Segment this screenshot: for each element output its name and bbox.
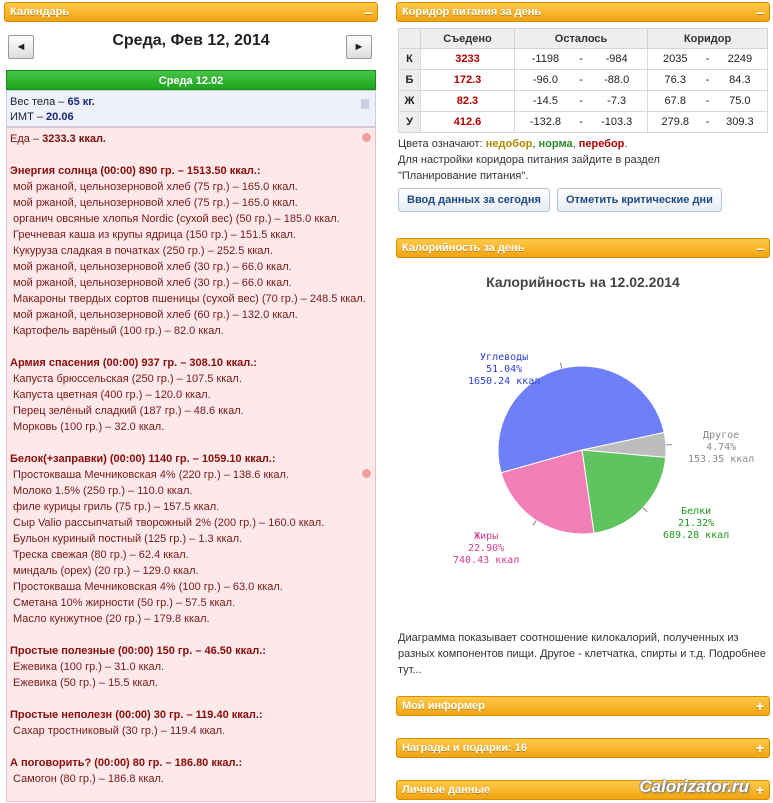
calendar-panel — [4, 2, 378, 785]
calendar-panel-header[interactable] — [4, 2, 378, 22]
pie-label-kcal: 689.28 ккал — [663, 530, 730, 541]
corridor-cell: Б — [399, 70, 421, 91]
calendar-panel-title: Календарь — [10, 6, 70, 18]
meal-item: Молоко 1.5% (250 гр.) – 110.0 ккал. — [13, 485, 193, 497]
calories-chart — [398, 266, 768, 626]
settings-note: Для настройки коридора питания зайдите в раздел "Планирование питания". — [398, 154, 660, 182]
apple-icon[interactable] — [362, 469, 371, 478]
corridor-cell: 67.8 — [648, 91, 703, 112]
weight-box — [6, 90, 376, 127]
pie-connector — [560, 363, 561, 369]
apple-icon[interactable] — [362, 133, 371, 142]
food-box — [6, 127, 376, 802]
pie-label — [453, 531, 519, 567]
expand-icon[interactable]: + — [755, 782, 764, 798]
meal-item: мой ржаной, цельнозерновой хлеб (30 гр.) – 66.0 ккал. — [13, 261, 292, 273]
weight-label: Вес тела – — [10, 96, 65, 108]
meal-item: Сметана 10% жирности (50 гр.) – 57.5 ккал. — [13, 597, 236, 609]
corridor-cell: -88.0 — [586, 70, 647, 91]
meal-title[interactable]: Энергия солнца (00:00) 890 гр. – 1513.50 ккал.: — [10, 165, 261, 177]
bmi-label: ИМТ – — [10, 111, 43, 123]
corridor-cell: -96.0 — [514, 70, 575, 91]
pie-label-percent: 21.32% — [678, 518, 715, 529]
legend-under: недобор — [485, 138, 533, 150]
corridor-cell: 412.6 — [421, 112, 515, 133]
meal-item: миндаль (орех) (20 гр.) – 129.0 ккал. — [13, 565, 199, 577]
pie-label-percent: 22.90% — [468, 543, 505, 554]
food-total: 3233.3 ккал. — [42, 133, 106, 145]
meal-item: Ежевика (50 гр.) – 15.5 ккал. — [13, 677, 158, 689]
meal-item: Перец зелёный сладкий (187 гр.) – 48.6 ккал. — [13, 405, 244, 417]
pie-label-name: Углеводы — [480, 352, 529, 363]
corridor-cell: 84.3 — [713, 70, 768, 91]
watermark: Calorizator.ru — [639, 777, 749, 796]
corridor-cell: - — [702, 112, 712, 133]
meal-item: Бульон куриный постный (125 гр.) – 1.3 ккал. — [13, 533, 243, 545]
corridor-cell: 3233 — [421, 49, 515, 70]
bmi-value: 20.06 — [46, 111, 74, 123]
meal-item: Масло кунжутное (20 гр.) – 179.8 ккал. — [13, 613, 210, 625]
corridor-cell: К — [399, 49, 421, 70]
meal-item: Треска свежая (80 гр.) – 62.4 ккал. — [13, 549, 189, 561]
legend-comma: , — [532, 138, 536, 150]
corridor-cell: - — [702, 91, 712, 112]
corridor-cell: - — [702, 49, 712, 70]
pie-label — [468, 352, 540, 388]
meal-item: Сахар тростниковый (30 гр.) – 119.4 ккал. — [13, 725, 226, 737]
pie-label — [663, 506, 729, 542]
corridor-cell: 309.3 — [713, 112, 768, 133]
corridor-cell: 172.3 — [421, 70, 515, 91]
legend-period: . — [624, 138, 628, 150]
pie-slice[interactable] — [582, 450, 666, 533]
corridor-cell: -1198 — [514, 49, 575, 70]
edit-icon[interactable] — [361, 99, 369, 109]
corridor-cell: 279.8 — [648, 112, 703, 133]
corridor-header — [399, 29, 421, 49]
collapsed-panel-title: Награды и подарки: 16 — [402, 742, 527, 754]
expand-icon[interactable]: + — [755, 740, 764, 756]
collapse-icon[interactable]: – — [756, 4, 764, 20]
corridor-panel-header[interactable] — [396, 2, 770, 22]
meal-item: мой ржаной, цельнозерновой хлеб (60 гр.) – 132.0 ккал. — [13, 309, 298, 321]
corridor-cell: -14.5 — [514, 91, 575, 112]
meal-item: мой ржаной, цельнозерновой хлеб (30 гр.) – 66.0 ккал. — [13, 277, 292, 289]
meal-item: органич овсяные хлопья Nordic (сухой вес) (50 гр.) – 185.0 ккал. — [13, 213, 340, 225]
corridor-table — [398, 28, 768, 133]
pie-label-name: Жиры — [474, 531, 499, 542]
meal-item: Капуста цветная (400 гр.) – 120.0 ккал. — [13, 389, 211, 401]
corridor-row — [399, 112, 768, 133]
pie-label-kcal: 1650.24 ккал — [468, 376, 541, 387]
collapsed-panel-header[interactable] — [396, 738, 770, 758]
corridor-header: Съедено — [421, 29, 515, 49]
meals-list — [10, 163, 372, 787]
expand-icon[interactable]: + — [755, 698, 764, 714]
meal-item: Ежевика (100 гр.) – 31.0 ккал. — [13, 661, 165, 673]
meal-item: мой ржаной, цельнозерновой хлеб (75 гр.) – 165.0 ккал. — [13, 181, 298, 193]
pie-label-kcal: 740.43 ккал — [453, 555, 520, 566]
meal-item: Сыр Valio рассыпчатый творожный 2% (200 гр.) – 160.0 ккал. — [13, 517, 325, 529]
legend-norm: норма — [538, 138, 573, 150]
chart-title: Калорийность на 12.02.2014 — [486, 274, 680, 290]
pie-label-percent: 4.74% — [706, 442, 737, 453]
corridor-cell: - — [576, 70, 586, 91]
corridor-cell: 2249 — [713, 49, 768, 70]
corridor-panel-title: Коридор питания за день — [402, 6, 542, 18]
meal-item: Картофель варёный (100 гр.) – 82.0 ккал. — [13, 325, 224, 337]
collapsed-panel-title: Личные данные — [402, 784, 490, 796]
meal-title[interactable]: Простые полезные (00:00) 150 гр. – 46.50 ккал.: — [10, 645, 266, 657]
date-title: Среда, Фев 12, 2014 — [112, 32, 270, 49]
pie-connector — [533, 520, 536, 525]
prev-day-button[interactable]: ◄ — [8, 35, 34, 59]
corridor-cell: -7.3 — [586, 91, 647, 112]
day-bar[interactable]: Среда 12.02 — [6, 70, 376, 90]
weight-value: 65 кг. — [67, 96, 95, 108]
meal-title[interactable]: А поговорить? (00:00) 80 гр. – 186.80 ккал.: — [10, 757, 243, 769]
corridor-cell: 2035 — [648, 49, 703, 70]
calories-panel-title: Калорийность за день — [402, 242, 525, 254]
meal-item: Капуста брюссельская (250 гр.) – 107.5 ккал. — [13, 373, 242, 385]
pie-label-percent: 51.04% — [486, 364, 523, 375]
pie-label-kcal: 153.35 ккал — [688, 454, 755, 465]
collapse-icon[interactable]: – — [756, 240, 764, 256]
corridor-cell: У — [399, 112, 421, 133]
meal-title[interactable]: Простые неполезн (00:00) 30 гр. – 119.40 ккал.: — [10, 709, 263, 721]
meal-title[interactable]: Белок(+заправки) (00:00) 1140 гр. – 1059.10 ккал.: — [10, 453, 276, 465]
meal-item: Простокваша Мечниковская 4% (220 гр.) – 138.6 ккал. — [13, 469, 289, 481]
meal-item: Простокваша Мечниковская 4% (100 гр.) – 63.0 ккал. — [13, 581, 283, 593]
meal-item: мой ржаной, цельнозерновой хлеб (75 гр.) – 165.0 ккал. — [13, 197, 298, 209]
corridor-cell: 82.3 — [421, 91, 515, 112]
pie-label-name: Другое — [703, 430, 740, 441]
corridor-cell: -103.3 — [586, 112, 647, 133]
corridor-row — [399, 91, 768, 112]
meal-item: филе курицы гриль (75 гр.) – 157.5 ккал. — [13, 501, 220, 513]
corridor-cell: - — [576, 91, 586, 112]
collapsed-panel-title: Мой информер — [402, 700, 485, 712]
chart-description: Диаграмма показывает соотношение килокалорий, полученных из разных компонентов пищи. Другое - клетчатка, спирты и т.д. Подробнее тут... — [398, 632, 766, 676]
corridor-cell: Ж — [399, 91, 421, 112]
meal-item: Кукуруза сладкая в початках (250 гр.) – 252.5 ккал. — [13, 245, 273, 257]
corridor-cell: - — [576, 112, 586, 133]
calories-panel-header[interactable] — [396, 238, 770, 258]
corridor-cell: -132.8 — [514, 112, 575, 133]
pie-label-name: Белки — [681, 506, 712, 517]
corridor-cell: 75.0 — [713, 91, 768, 112]
corridor-cell: -984 — [586, 49, 647, 70]
corridor-header: Коридор — [648, 29, 768, 49]
corridor-row — [399, 49, 768, 70]
food-label: Еда – — [10, 133, 40, 145]
critical-days-button[interactable]: Отметить критические дни — [557, 188, 722, 212]
corridor-cell: - — [576, 49, 586, 70]
pie-label — [688, 430, 754, 466]
pie-connector — [643, 508, 647, 512]
meal-item: Морковь (100 гр.) – 32.0 ккал. — [13, 421, 165, 433]
color-legend — [398, 136, 770, 152]
meal-item: Макароны твердых сортов пшеницы (сухой вес) (70 гр.) – 248.5 ккал. — [13, 293, 366, 305]
next-day-button[interactable]: ► — [346, 35, 372, 59]
enter-data-button[interactable]: Ввод данных за сегодня — [398, 188, 550, 212]
meal-item: Самогон (80 гр.) – 186.8 ккал. — [13, 773, 164, 785]
corridor-row — [399, 70, 768, 91]
legend-over: перебор — [578, 138, 625, 150]
legend-prefix: Цвета означают: — [398, 138, 483, 150]
corridor-header: Осталось — [514, 29, 647, 49]
collapsed-panel-header[interactable] — [396, 696, 770, 716]
corridor-cell: - — [702, 70, 712, 91]
meal-title[interactable]: Армия спасения (00:00) 937 гр. – 308.10 ккал.: — [10, 357, 257, 369]
legend-comma: , — [572, 138, 576, 150]
meal-item: Гречневая каша из крупы ядрица (150 гр.) – 151.5 ккал. — [13, 229, 296, 241]
corridor-cell: 76.3 — [648, 70, 703, 91]
collapse-icon[interactable]: – — [364, 4, 372, 20]
